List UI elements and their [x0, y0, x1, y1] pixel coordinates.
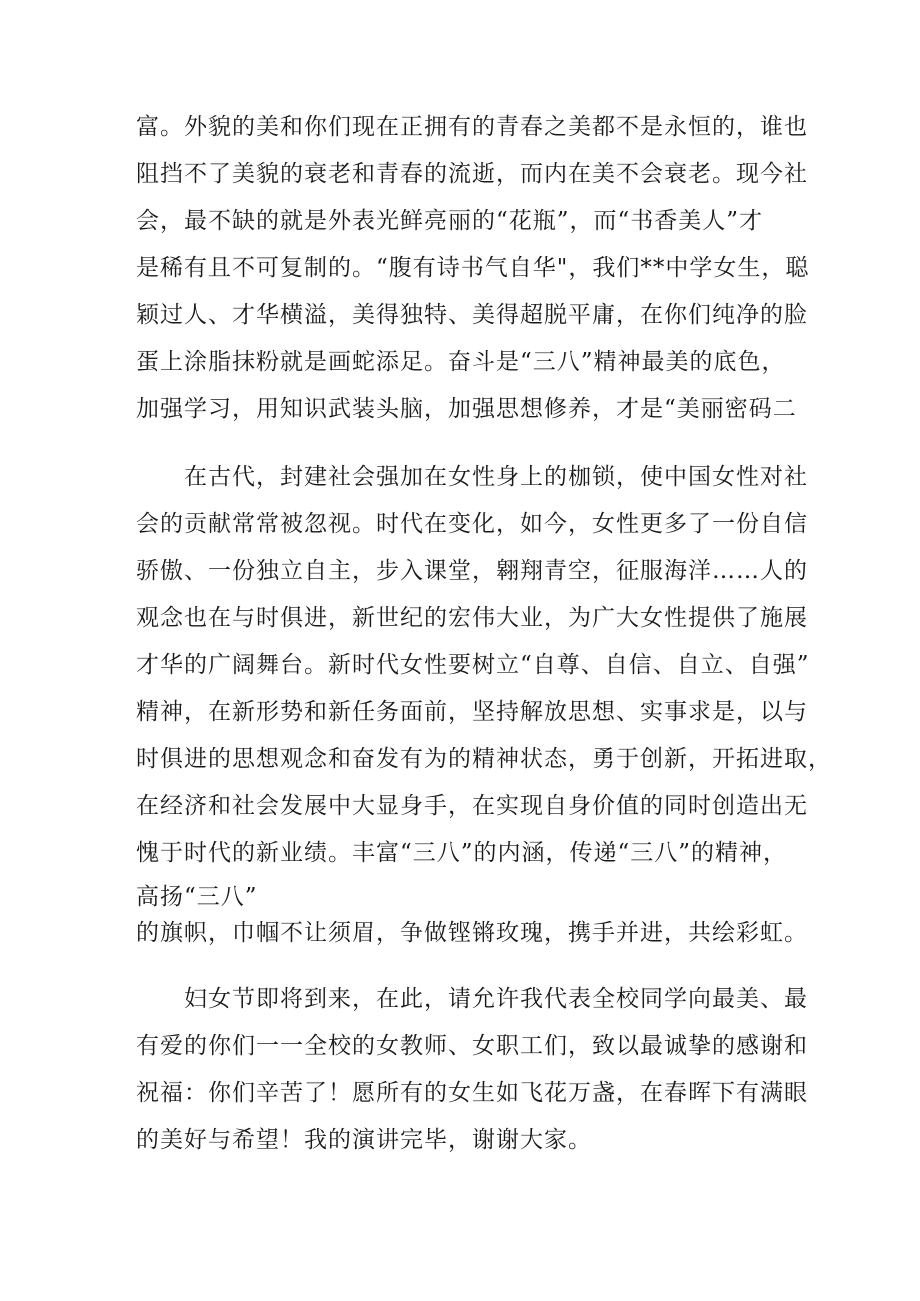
text-line: 高扬“三八” — [136, 884, 258, 910]
text-line: 时俱进的思想观念和奋发有为的精神状态，勇于创新，开拓进取， — [136, 746, 832, 772]
text-line: 的旗帜，巾帼不让须眉，争做铿锵玫瑰，携手并进，共绘彩虹。 — [136, 920, 808, 946]
text-line: 加强学习，用知识武装头脑，加强思想修养，才是“美丽密码二 — [136, 396, 797, 422]
text-line: 颖过人、才华横溢，美得独特、美得超脱平庸，在你们纯净的脸 — [136, 302, 808, 328]
text-line: 才华的广阔舞台。新时代女性要树立“自尊、自信、自立、自强” — [136, 652, 810, 678]
text-line: 有爱的你们一一全校的女教师、女职工们，致以最诚挚的感谢和 — [136, 1033, 808, 1059]
text-line: 会的贡献常常被忽视。时代在变化，如今，女性更多了一份自信 — [136, 511, 808, 537]
text-line: 富。外貌的美和你们现在正拥有的青春之美都不是永恒的，谁也 — [136, 114, 808, 140]
text-line: 的美好与希望！我的演讲完毕，谢谢大家。 — [136, 1127, 592, 1153]
text-line: 阻挡不了美貌的衰老和青春的流逝，而内在美不会衰老。现今社 — [136, 161, 808, 187]
text-line: 在古代，封建社会强加在女性身上的枷锁，使中国女性对社 — [184, 464, 808, 490]
text-line: 骄傲、一份独立自主，步入课堂，翱翔青空，征服海洋……人的 — [136, 558, 808, 584]
text-line: 蛋上涂脂抹粉就是画蛇添足。奋斗是“三八”精神最美的底色， — [136, 349, 786, 375]
text-line: 精神，在新形势和新任务面前，坚持解放思想、实事求是，以与 — [136, 699, 808, 725]
text-line: 妇女节即将到来，在此，请允许我代表全校同学向最美、最 — [184, 986, 808, 1012]
text-line: 会，最不缺的就是外表光鲜亮丽的“花瓶”，而“书香美人”才 — [136, 208, 764, 234]
text-line: 愧于时代的新业绩。丰富“三八”的内涵，传递“三八”的精神， — [136, 840, 788, 866]
text-line: 祝福：你们辛苦了！愿所有的女生如飞花万盏，在春晖下有满眼 — [136, 1080, 808, 1106]
text-line: 是稀有且不可复制的。“腹有诗书气自华"，我们**中学女生，聪 — [136, 255, 810, 281]
text-line: 观念也在与时俱进，新世纪的宏伟大业，为广大女性提供了施展 — [136, 605, 808, 631]
text-line: 在经济和社会发展中大显身手，在实现自身价值的同时创造出无 — [136, 793, 808, 819]
